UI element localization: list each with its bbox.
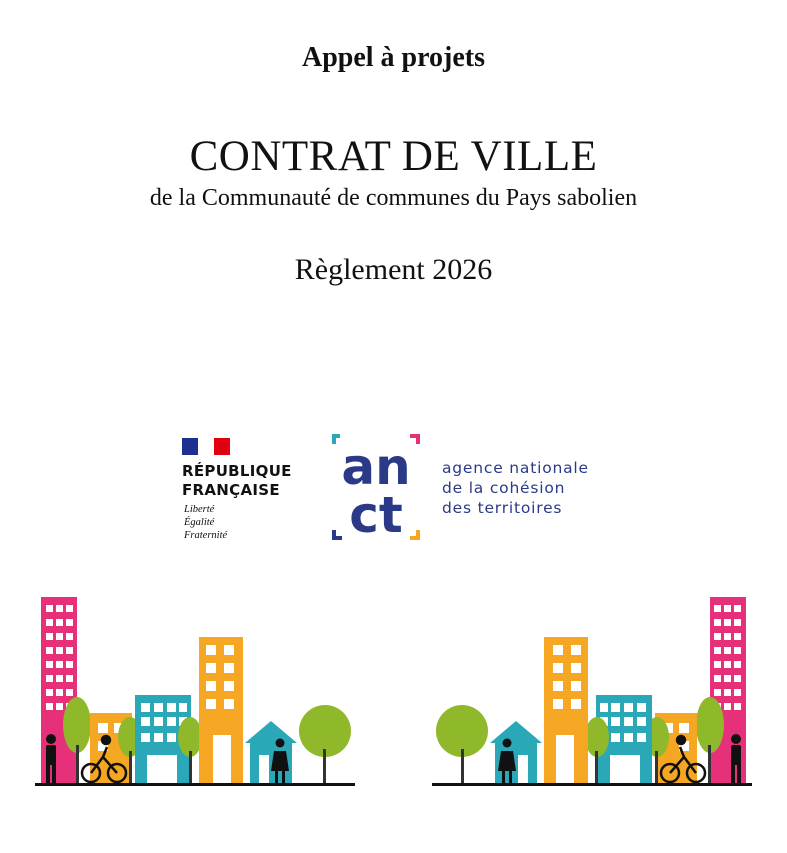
rf-line-2: FRANÇAISE (182, 481, 280, 499)
document-subtitle: de la Communauté de communes du Pays sabolien (149, 185, 638, 211)
anct-name (442, 458, 589, 518)
french-flag-icon (182, 438, 230, 455)
building-icon (544, 637, 588, 785)
rf-motto-1: Liberté (184, 504, 215, 515)
house-icon (490, 721, 542, 785)
tree-icon (436, 705, 488, 785)
anct-mark-top: an (341, 438, 411, 496)
ground-line (35, 783, 355, 786)
republique-francaise-logo (182, 462, 292, 500)
anct-logo-icon (330, 432, 430, 544)
rf-motto (184, 503, 227, 542)
anct-line-2: de la cohésion (442, 479, 566, 497)
partner-logos (172, 410, 628, 560)
document-title: CONTRAT DE VILLE (189, 133, 598, 180)
rf-motto-2: Égalité (184, 517, 215, 528)
rf-line-1: RÉPUBLIQUE (182, 462, 292, 480)
house-icon (245, 721, 297, 785)
document-kicker: Appel à projets (301, 42, 486, 73)
building-icon (199, 637, 243, 785)
anct-line-1: agence nationale (442, 459, 589, 477)
city-illustration-left (35, 585, 355, 790)
city-illustration-right (432, 585, 752, 790)
rf-motto-3: Fraternité (184, 530, 228, 541)
tree-icon (299, 705, 351, 785)
anct-line-3: des territoires (442, 499, 563, 517)
document-rule-year: Règlement 2026 (294, 253, 493, 286)
ground-line (432, 783, 752, 786)
anct-mark-bottom: ct (349, 486, 403, 544)
